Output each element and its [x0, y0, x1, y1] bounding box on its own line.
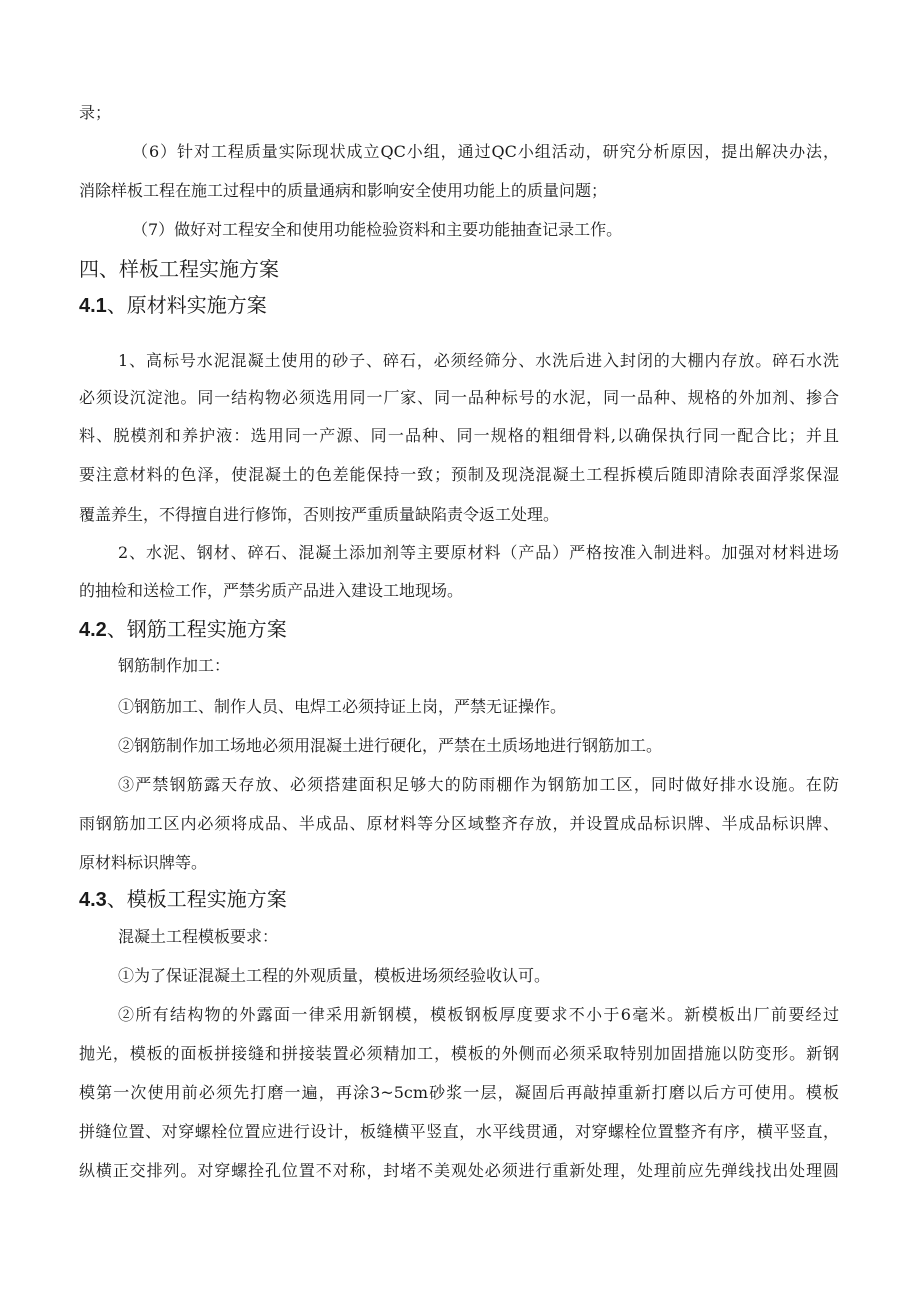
subsection-number: 4.3	[79, 889, 107, 911]
paragraph-line: （7）做好对工程安全和使用功能检验资料和主要功能抽查记录工作。	[132, 220, 623, 239]
paragraph-line: 纵横正交排列。对穿螺拴孔位置不对称，封堵不美观处必须进行重新处理，处理前应先弹线找出处理圆	[79, 1161, 839, 1180]
paragraph-line: 钢筋制作加工：	[118, 656, 231, 675]
paragraph-line: ①为了保证混凝土工程的外观质量，模板进场须经验收认可。	[118, 966, 551, 985]
paragraph-line: 要注意材料的色泽，使混凝土的色差能保持一致；预制及现浇混凝土工程拆模后随即清除表面浮浆保湿	[79, 465, 839, 484]
paragraph-line: ②钢筋制作加工场地必须用混凝土进行硬化，严禁在土质场地进行钢筋加工。	[118, 736, 663, 755]
paragraph-line: ①钢筋加工、制作人员、电焊工必须持证上岗，严禁无证操作。	[118, 697, 567, 716]
subsection-number: 4.2	[79, 619, 107, 641]
subsection-heading	[79, 887, 287, 912]
subsection-heading	[79, 293, 267, 318]
paragraph-line: 模第一次使用前必须先打磨一遍，再涂3~5cm砂浆一层，凝固后再敲掉重新打磨以后方可使用。模板	[79, 1083, 839, 1102]
paragraph-line: 雨钢筋加工区内必须将成品、半成品、原材料等分区域整齐存放，并设置成品标识牌、半成品标识牌、	[79, 814, 839, 833]
subsection-title: 、原材料实施方案	[106, 293, 267, 317]
paragraph-line: 消除样板工程在施工过程中的质量通病和影响安全使用功能上的质量问题；	[79, 181, 608, 200]
paragraph-line: 料、脱模剂和养护液：选用同一产源、同一品种、同一规格的粗细骨料,以确保执行同一配合比；并且	[79, 426, 839, 445]
section-heading: 四、样板工程实施方案	[79, 257, 279, 281]
subsection-title: 、模板工程实施方案	[106, 887, 287, 911]
subsection-number: 4.1	[79, 295, 107, 317]
paragraph-line: 覆盖养生，不得擅自进行修饰，否则按严重质量缺陷责令返工处理。	[79, 505, 560, 524]
subsection-title: 、钢筋工程实施方案	[106, 617, 287, 641]
paragraph-line: 抛光，模板的面板拼接缝和拼接装置必须精加工，模板的外侧而必须采取特别加固措施以防变形。新钢	[79, 1044, 839, 1063]
paragraph-line: 1、高标号水泥混凝土使用的砂子、碎石，必须经筛分、水洗后进入封闭的大棚内存放。碎石水洗	[118, 351, 839, 370]
paragraph-line: 的抽检和送检工作，严禁劣质产品进入建设工地现场。	[79, 581, 464, 600]
paragraph-line: 混凝土工程模板要求：	[118, 927, 279, 946]
paragraph-line: 必须设沉淀池。同一结构物必须选用同一厂家、同一品种标号的水泥，同一品种、规格的外加剂、掺合	[79, 388, 839, 407]
paragraph-line: 原材料标识牌等。	[79, 853, 208, 872]
paragraph-line: （6）针对工程质量实际现状成立QC小组，通过QC小组活动，研究分析原因，提出解决办法，	[132, 142, 839, 161]
paragraph-line: ③严禁钢筋露天存放、必须搭建面积足够大的防雨棚作为钢筋加工区，同时做好排水设施。在防	[118, 775, 839, 794]
paragraph-line: 拼缝位置、对穿螺栓位置应进行设计，板缝横平竖直，水平线贯通，对穿螺栓位置整齐有序，横平竖直，	[79, 1122, 839, 1141]
subsection-heading	[79, 617, 287, 642]
paragraph-line: ②所有结构物的外露面一律采用新钢模，模板钢板厚度要求不小于6毫米。新模板出厂前要经过	[118, 1005, 839, 1024]
paragraph-line: 2、水泥、钢材、碎石、混凝土添加剂等主要原材料（产品）严格按准入制进料。加强对材料进场	[118, 543, 839, 562]
paragraph-line: 录；	[79, 103, 112, 122]
